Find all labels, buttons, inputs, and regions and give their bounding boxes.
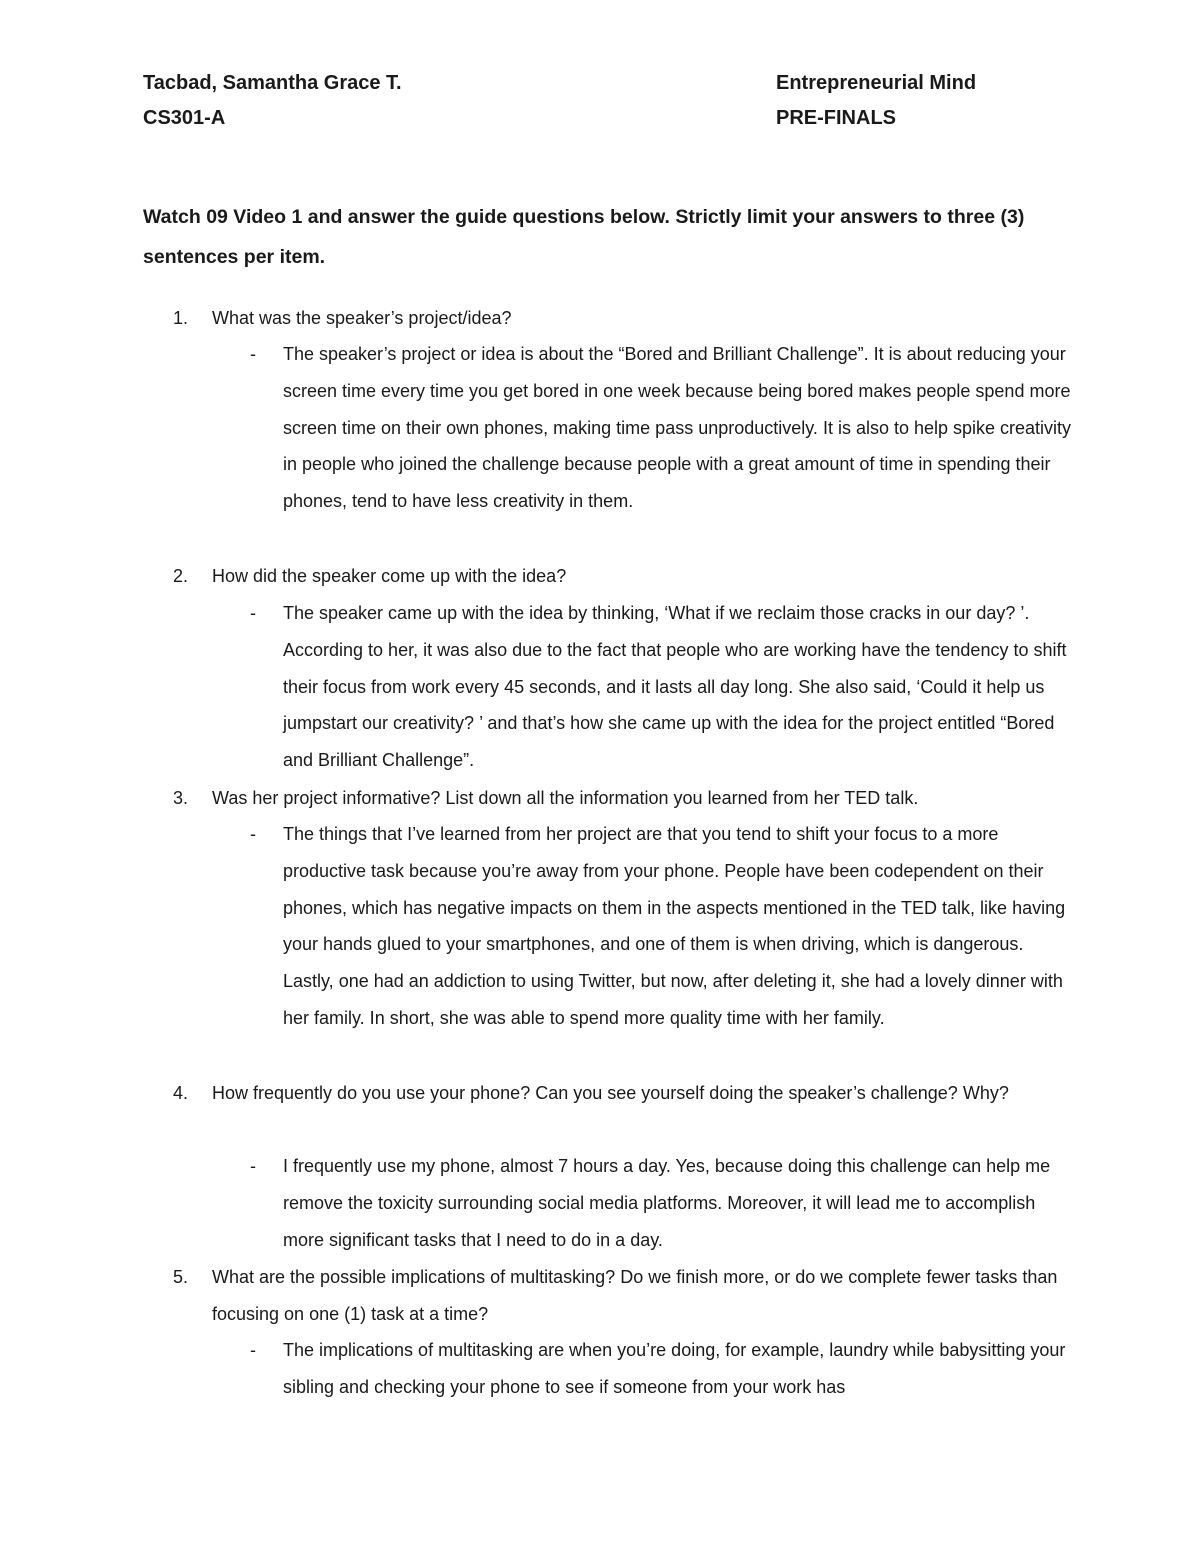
course-title: Entrepreneurial Mind (776, 72, 977, 94)
answer-bullet: - (250, 824, 256, 844)
item-number: 2. (173, 566, 189, 586)
item-number: 1. (173, 308, 189, 328)
item-number: 3. (173, 788, 189, 808)
student-name: Tacbad, Samantha Grace T. (143, 72, 402, 94)
question-2: How did the speaker come up with the idea? (212, 566, 567, 586)
answer-5: The implications of multitasking are when you’re doing, for example, laundry while babysitting your sibling and checking your phone to see if someone from your work has (283, 1340, 1066, 1397)
student-section: CS301-A (143, 107, 226, 129)
question-5: What are the possible implications of multitasking? Do we finish more, or do we complete fewer tasks than focusing on one (1) task at a time? (212, 1267, 1058, 1324)
answer-3: The things that I’ve learned from her project are that you tend to shift your focus to a more productive task because you’re away from your phone. People have been codependent on their phones, which has negative impacts on them in the aspects mentioned in the TED talk, like having your hands glued to your smartphones, and one of them is when driving, which is dangerous. Lastly, one had an addiction to using Twitter, but now, after deleting it, she had a lovely dinner with her family. In short, she was able to spend more quality time with her family. (283, 824, 1066, 1028)
instructions: Watch 09 Video 1 and answer the guide questions below. Strictly limit your answers to three (3) sentences per item. (143, 206, 1025, 268)
answer-2: The speaker came up with the idea by thinking, ‘What if we reclaim those cracks in our day? ’. According to her, it was also due to the fact that people who are working have the tendency to shift their focus from work every 45 seconds, and it lasts all day long. She also said, ‘Could it help us jumpstart our creativity? ’ and that’s how she came up with the idea for the project entitled “Bored and Brilliant Challenge”. (283, 603, 1067, 771)
answer-bullet: - (250, 1340, 256, 1360)
answer-bullet: - (250, 603, 256, 623)
answer-bullet: - (250, 344, 256, 364)
item-number: 4. (173, 1083, 189, 1103)
question-3: Was her project informative? List down all the information you learned from her TED talk. (212, 788, 919, 808)
item-number: 5. (173, 1267, 189, 1287)
term-label: PRE-FINALS (776, 107, 896, 129)
answer-bullet: - (250, 1156, 256, 1176)
question-1: What was the speaker’s project/idea? (212, 308, 512, 328)
question-4: How frequently do you use your phone? Can you see yourself doing the speaker’s challenge? Why? (212, 1083, 1009, 1103)
answer-1: The speaker’s project or idea is about the “Bored and Brilliant Challenge”. It is about reducing your screen time every time you get bored in one week because being bored makes people spend more screen time on their own phones, making time pass unproductively. It is also to help spike creativity in people who joined the challenge because people with a great amount of time in spending their phones, tend to have less creativity in them. (283, 344, 1072, 512)
answer-4: I frequently use my phone, almost 7 hours a day. Yes, because doing this challenge can help me remove the toxicity surrounding social media platforms. Moreover, it will lead me to accomplish more significant tasks that I need to do in a day. (283, 1156, 1051, 1250)
